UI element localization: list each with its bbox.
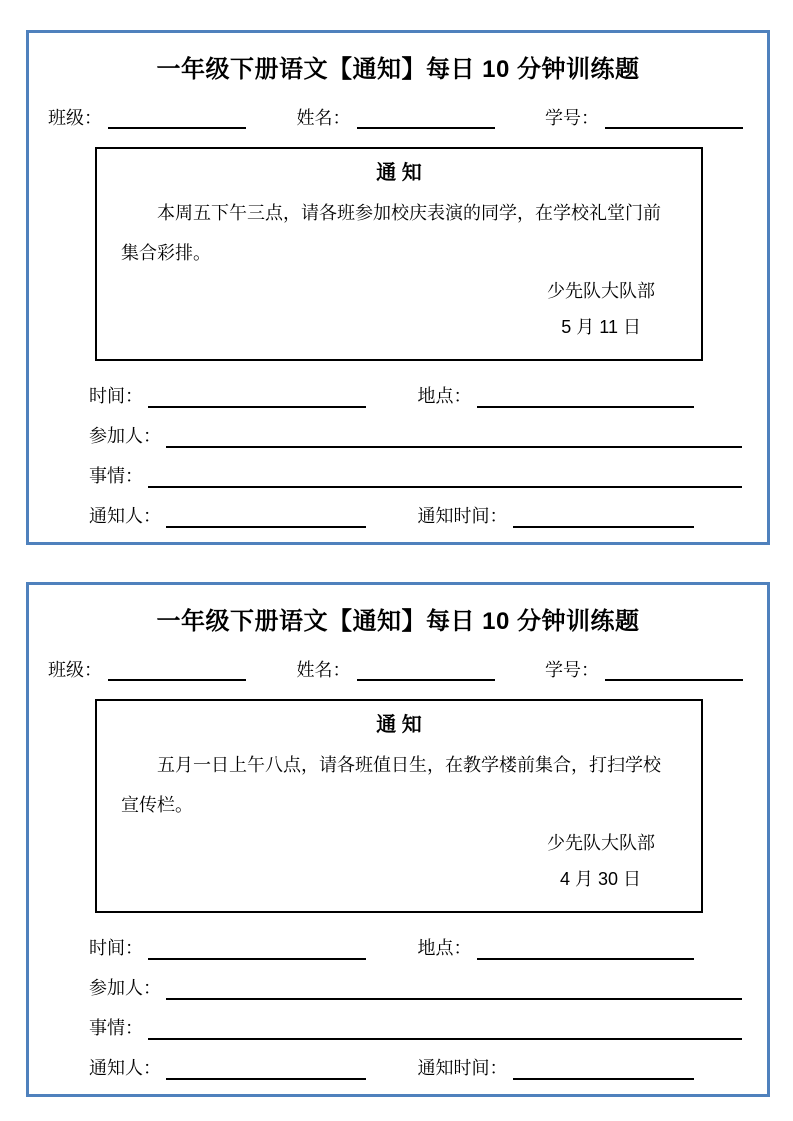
notifier-label: 通知人：	[89, 1058, 161, 1078]
time-place-row	[89, 385, 742, 408]
participants-label: 参加人：	[89, 426, 161, 446]
student-number-label: 学号：	[545, 108, 599, 128]
notify-time-label: 通知时间：	[417, 1058, 508, 1078]
time-blank-line[interactable]	[148, 385, 366, 408]
notify-time-blank-line[interactable]	[513, 505, 695, 528]
class-field	[48, 107, 246, 129]
worksheet-panel-1	[26, 30, 770, 545]
student-number-blank-line[interactable]	[605, 659, 743, 681]
notify-time-field	[418, 1057, 695, 1080]
place-blank-line[interactable]	[477, 385, 695, 408]
place-field	[418, 385, 695, 408]
notifier-field	[89, 1057, 366, 1080]
matter-label: 事情：	[89, 1018, 143, 1038]
name-label: 姓名：	[296, 660, 351, 680]
place-field	[418, 937, 695, 960]
notice-box	[95, 147, 703, 361]
class-blank-line[interactable]	[108, 659, 246, 681]
notice-date: 5 月 11 日	[561, 317, 641, 337]
place-blank-line[interactable]	[477, 937, 695, 960]
participants-row	[89, 425, 742, 448]
notifier-blank-line[interactable]	[166, 1057, 366, 1080]
notice-body-text: 本周五下午三点，请各班参加校庆表演的同学，在学校礼堂门前集合彩排。	[121, 203, 661, 263]
panel-title: 一年级下册语文【通知】每日 10 分钟训练题	[156, 56, 640, 83]
panel-title: 一年级下册语文【通知】每日 10 分钟训练题	[156, 608, 640, 635]
notifier-row	[89, 1057, 742, 1080]
time-field	[89, 937, 366, 960]
student-number-field	[545, 107, 743, 129]
time-place-row	[89, 937, 742, 960]
notice-body-text: 五月一日上午八点，请各班值日生，在教学楼前集合，打扫学校宣传栏。	[121, 755, 661, 815]
answer-section	[89, 937, 742, 1080]
name-blank-line[interactable]	[357, 107, 495, 129]
time-field	[89, 385, 366, 408]
notify-time-label: 通知时间：	[417, 506, 508, 526]
student-info-row	[48, 107, 743, 129]
student-number-field	[545, 659, 743, 681]
class-label: 班级：	[48, 660, 102, 680]
notifier-field	[89, 505, 366, 528]
student-number-blank-line[interactable]	[605, 107, 743, 129]
worksheet-panel-2	[26, 582, 770, 1097]
answer-section	[89, 385, 742, 528]
time-label: 时间：	[89, 386, 143, 406]
matter-blank-line[interactable]	[148, 465, 742, 488]
time-label: 时间：	[89, 938, 143, 958]
class-blank-line[interactable]	[108, 107, 246, 129]
notice-date: 4 月 30 日	[559, 869, 641, 889]
matter-row	[89, 465, 742, 488]
notice-box	[95, 699, 703, 913]
notice-heading: 通 知	[376, 714, 422, 736]
class-label: 班级：	[48, 108, 102, 128]
notice-signature: 少先队大队部	[547, 833, 655, 853]
place-label: 地点：	[417, 938, 472, 958]
name-label: 姓名：	[296, 108, 351, 128]
place-label: 地点：	[417, 386, 472, 406]
notify-time-blank-line[interactable]	[513, 1057, 695, 1080]
notice-heading: 通 知	[376, 162, 422, 184]
participants-blank-line[interactable]	[166, 977, 742, 1000]
matter-row	[89, 1017, 742, 1040]
name-field	[297, 107, 495, 129]
notify-time-field	[418, 505, 695, 528]
notice-signature: 少先队大队部	[547, 281, 655, 301]
notifier-row	[89, 505, 742, 528]
notifier-label: 通知人：	[89, 506, 161, 526]
participants-blank-line[interactable]	[166, 425, 742, 448]
matter-label: 事情：	[89, 466, 143, 486]
student-number-label: 学号：	[545, 660, 599, 680]
class-field	[48, 659, 246, 681]
time-blank-line[interactable]	[148, 937, 366, 960]
participants-row	[89, 977, 742, 1000]
notifier-blank-line[interactable]	[166, 505, 366, 528]
name-field	[297, 659, 495, 681]
name-blank-line[interactable]	[357, 659, 495, 681]
matter-blank-line[interactable]	[148, 1017, 742, 1040]
student-info-row	[48, 659, 743, 681]
participants-label: 参加人：	[89, 978, 161, 998]
